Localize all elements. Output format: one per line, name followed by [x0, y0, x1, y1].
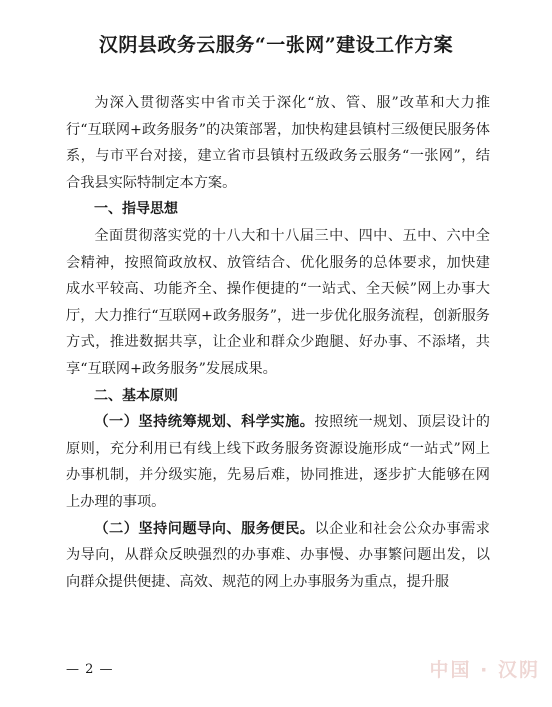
document-body — [66, 90, 490, 595]
document-title: 汉阴县政务云服务“一张网”建设工作方案 — [98, 34, 454, 56]
principle-2-lead: （二）坚持问题导向、服务便民。 — [94, 520, 315, 537]
principle-1-paragraph — [66, 409, 490, 515]
guiding-ideology-paragraph: 全面贯彻落实党的十八大和十八届三中、四中、五中、六中全会精神，按照简政放权、放管结合、优化服务的总体要求，加快建成水平较高、功能齐全、操作便捷的“一站式、全天候”网上办事大厅，大力推行“互联网+政务服务”，进一步优化服务流程，创新服务方式，推进数据共享，让企业和群众少跑腿、好办事、不添堵，共享“互联网+政务服务”发展成果。 — [66, 227, 490, 377]
principle-1-lead: （一）坚持统筹规划、科学实施。 — [94, 414, 315, 431]
intro-paragraph: 为深入贯彻落实中省市关于深化“放、管、服”改革和大力推行“互联网+政务服务”的决策部署，加快构建县镇村三级便民服务体系，与市平台对接，建立省市县镇村五级政务云服务“一张网”，结合我县实际特制定本方案。 — [66, 95, 490, 191]
section-heading-basic-principles: 二、基本原则 — [94, 387, 178, 404]
principle-2-paragraph — [66, 516, 490, 596]
watermark: 中国 · 汉阴 — [429, 659, 540, 681]
principle-2-text: 以企业和社会公众办事需求为导向，从群众反映强烈的办事难、办事慢、办事繁问题出发，以向群众提供便捷、高效、规范的网上办事服务为重点，提升服 — [66, 520, 490, 590]
page-number: — 2 — — [66, 662, 114, 677]
principle-1-text: 按照统一规划、顶层设计的原则，充分利用已有线上线下政务服务资源设施形成“一站式”网上办事机制，并分级实施，先易后难，协同推进，逐步扩大能够在网上办理的事项。 — [66, 414, 490, 510]
section-heading-guiding-ideology: 一、指导思想 — [94, 201, 178, 218]
